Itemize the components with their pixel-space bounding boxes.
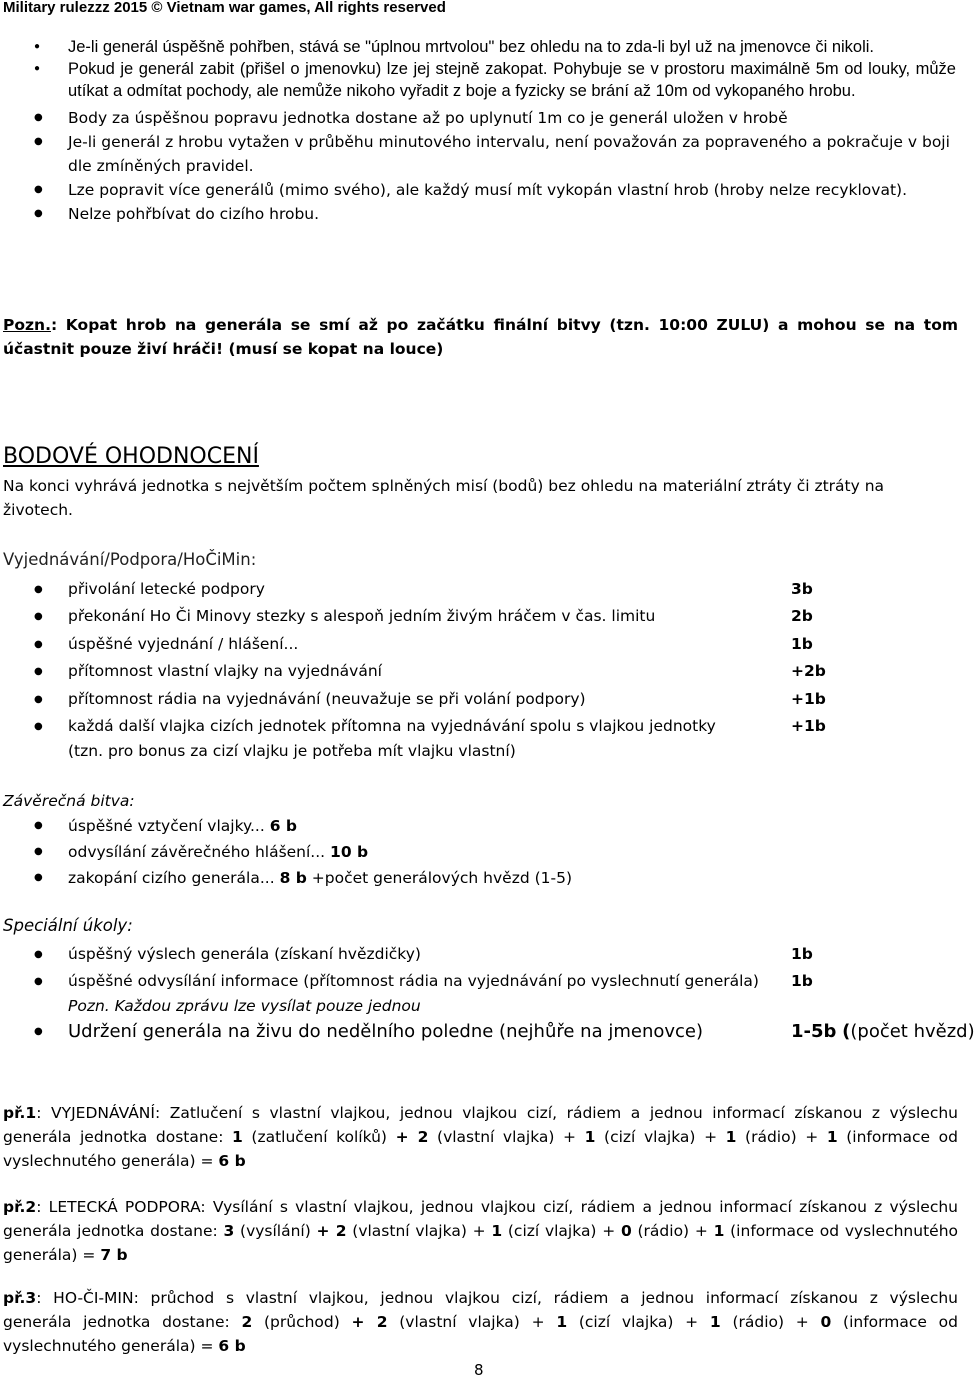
example-1: př.1: VYJEDNÁVÁNÍ: Zatlučení s vlastní vlajkou, jednou vlajkou cizí, rádiem a jednou informací získanou z výslechu generála jednotka dostane: 1 (zatlučení kolíků) + 2 (vlastní vlajka) + 1 (cizí vlajka) + 1 (rádio) + 1 (informace od vyslechnutého generála) = 6 b: [3, 1104, 959, 1170]
example-3: př.3: HO-ČI-MIN: průchod s vlastní vlajkou, jednou vlajkou cizí, rádiem a jednou informací získanou z výslechu generála jednotka dostane: 2 (průchod) + 2 (vlastní vlajka) + 1 (cizí vlajka) + 1 (rádio) + 0 (informace od vyslechnutého generála) = 6 b: [3, 1289, 958, 1355]
list-item: ● zakopání cizího generála... 8 b +počet generálových hvězd (1-5): [0, 865, 960, 891]
special-note: Pozn. Každou zprávu lze vysílat pouze jednou: [68, 997, 421, 1015]
points-value: +1b: [791, 689, 826, 708]
negotiation-continuation: (tzn. pro bonus za cizí vlajku je potřeba mít vlajku vlastní): [68, 742, 516, 761]
note-prefix: Pozn.: [3, 316, 51, 334]
negotiation-title: Vyjednávání/Podpora/HoČiMin:: [3, 550, 257, 569]
list-item: ● přítomnost vlastní vlajky na vyjednávání +2b: [0, 658, 960, 685]
points-value: 10 b: [330, 843, 369, 861]
page-number: 8: [474, 1361, 484, 1379]
special-list: [0, 941, 960, 1022]
rules-list: [0, 36, 960, 226]
points-value: 1b: [791, 972, 813, 990]
points-value: 1b: [791, 634, 813, 653]
list-item: ● Je-li generál z hrobu vytažen v průběhu minutového intervalu, není považován za popraveného a pokračuje v boji dle zmíněných pravidel.: [0, 130, 960, 178]
list-item: ● Udržení generála na živu do nedělního poledne (nejhůře na jmenovce) 1-5b ((počet hvězd): [0, 1020, 960, 1044]
list-item: ● úspěšné vyjednání / hlášení... 1b: [0, 631, 960, 658]
list-item: ● úspěšné vztyčení vlajky... 6 b: [0, 813, 960, 839]
points-value: +2b: [791, 662, 826, 681]
list-item: ● úspěšné odvysílání informace (přítomnost rádia na vyjednávání po vyslechnutí generála) 1b Pozn. Každou zprávu lze vysílat pouze jednou: [0, 968, 960, 1022]
negotiation-list: [0, 576, 960, 764]
list-item: ● překonání Ho Či Minovy stezky s alespoň jedním živým hráčem v čas. limitu 2b: [0, 603, 960, 630]
points-value: +1b: [791, 717, 826, 736]
grave-note: [3, 313, 958, 361]
list-item: ● úspěšný výslech generála (získaní hvězdičky) 1b: [0, 941, 960, 968]
special-big-list: [0, 1020, 975, 1044]
list-item: ● přivolání letecké podpory 3b: [0, 576, 960, 603]
points-value: 3b: [791, 580, 813, 598]
points-value: 1-5b: [791, 1021, 837, 1042]
special-title: Speciální úkoly:: [3, 916, 133, 935]
list-item: ● Nelze pohřbívat do cizího hrobu.: [0, 202, 960, 226]
list-item: ● Pokud je generál zabit (přišel o jmenovku) lze jej stejně zakopat. Pohybuje se v prostoru maximálně 5m od louky, může utíkat a odmítat pochody, ale nemůže nikoho vyřadit z boje a fyzicky se brání až 10m od vykopaného hrobu.: [0, 58, 960, 102]
points-value: 1b: [791, 945, 813, 963]
list-item: ● odvysílání závěrečného hlášení... 10 b: [0, 839, 960, 865]
points-value: 8 b: [279, 869, 307, 887]
scoring-intro: Na konci vyhrává jednotka s největším počtem splněných misí (bodů) bez ohledu na materiální ztráty či ztráty na životech.: [3, 477, 885, 519]
scoring-heading: BODOVÉ OHODNOCENÍ: [3, 444, 259, 469]
list-item: ● Je-li generál úspěšně pohřben, stává se "úplnou mrtvolou" bez ohledu na to zda-li byl už na jmenovce či nikoli.: [0, 36, 960, 58]
points-value: 2b: [791, 607, 813, 626]
final-battle-title: Závěrečná bitva:: [3, 792, 135, 810]
list-item: ● Body za úspěšnou popravu jednotka dostane až po uplynutí 1m co je generál uložen v hrobě: [0, 106, 960, 130]
page-header: Military rulezzz 2015 © Vietnam war games, All rights reserved: [3, 0, 446, 16]
list-item: ● každá další vlajka cizích jednotek přítomna na vyjednávání spolu s vlajkou jednotky +1b (tzn. pro bonus za cizí vlajku je potřeba mít vlajku vlastní): [0, 714, 960, 764]
points-value: 6 b: [269, 817, 297, 835]
note-text: : Kopat hrob na generála se smí až po začátku finální bitvy (tzn. 10:00 ZULU) a mohou se na tom účastnit pouze živí hráči!: [3, 316, 958, 358]
list-item: ● přítomnost rádia na vyjednávání (neuvažuje se při volání podpory) +1b: [0, 686, 960, 713]
final-battle-list: [0, 813, 960, 891]
list-item: ● Lze popravit více generálů (mimo svého), ale každý musí mít vykopán vlastní hrob (hroby nelze recyklovat).: [0, 178, 960, 202]
note-suffix: (musí se kopat na louce): [223, 340, 444, 358]
example-2: př.2: LETECKÁ PODPORA: Vysílání s vlastní vlajkou, jednou vlajkou cizí, rádiem a jednou informací získanou z výslechu generála jednotka dostane: 3 (vysílání) + 2 (vlastní vlajka) + 1 (cizí vlajka) + 0 (rádio) + 1 (informace od vyslechnutého generála) = 7 b: [3, 1198, 958, 1264]
